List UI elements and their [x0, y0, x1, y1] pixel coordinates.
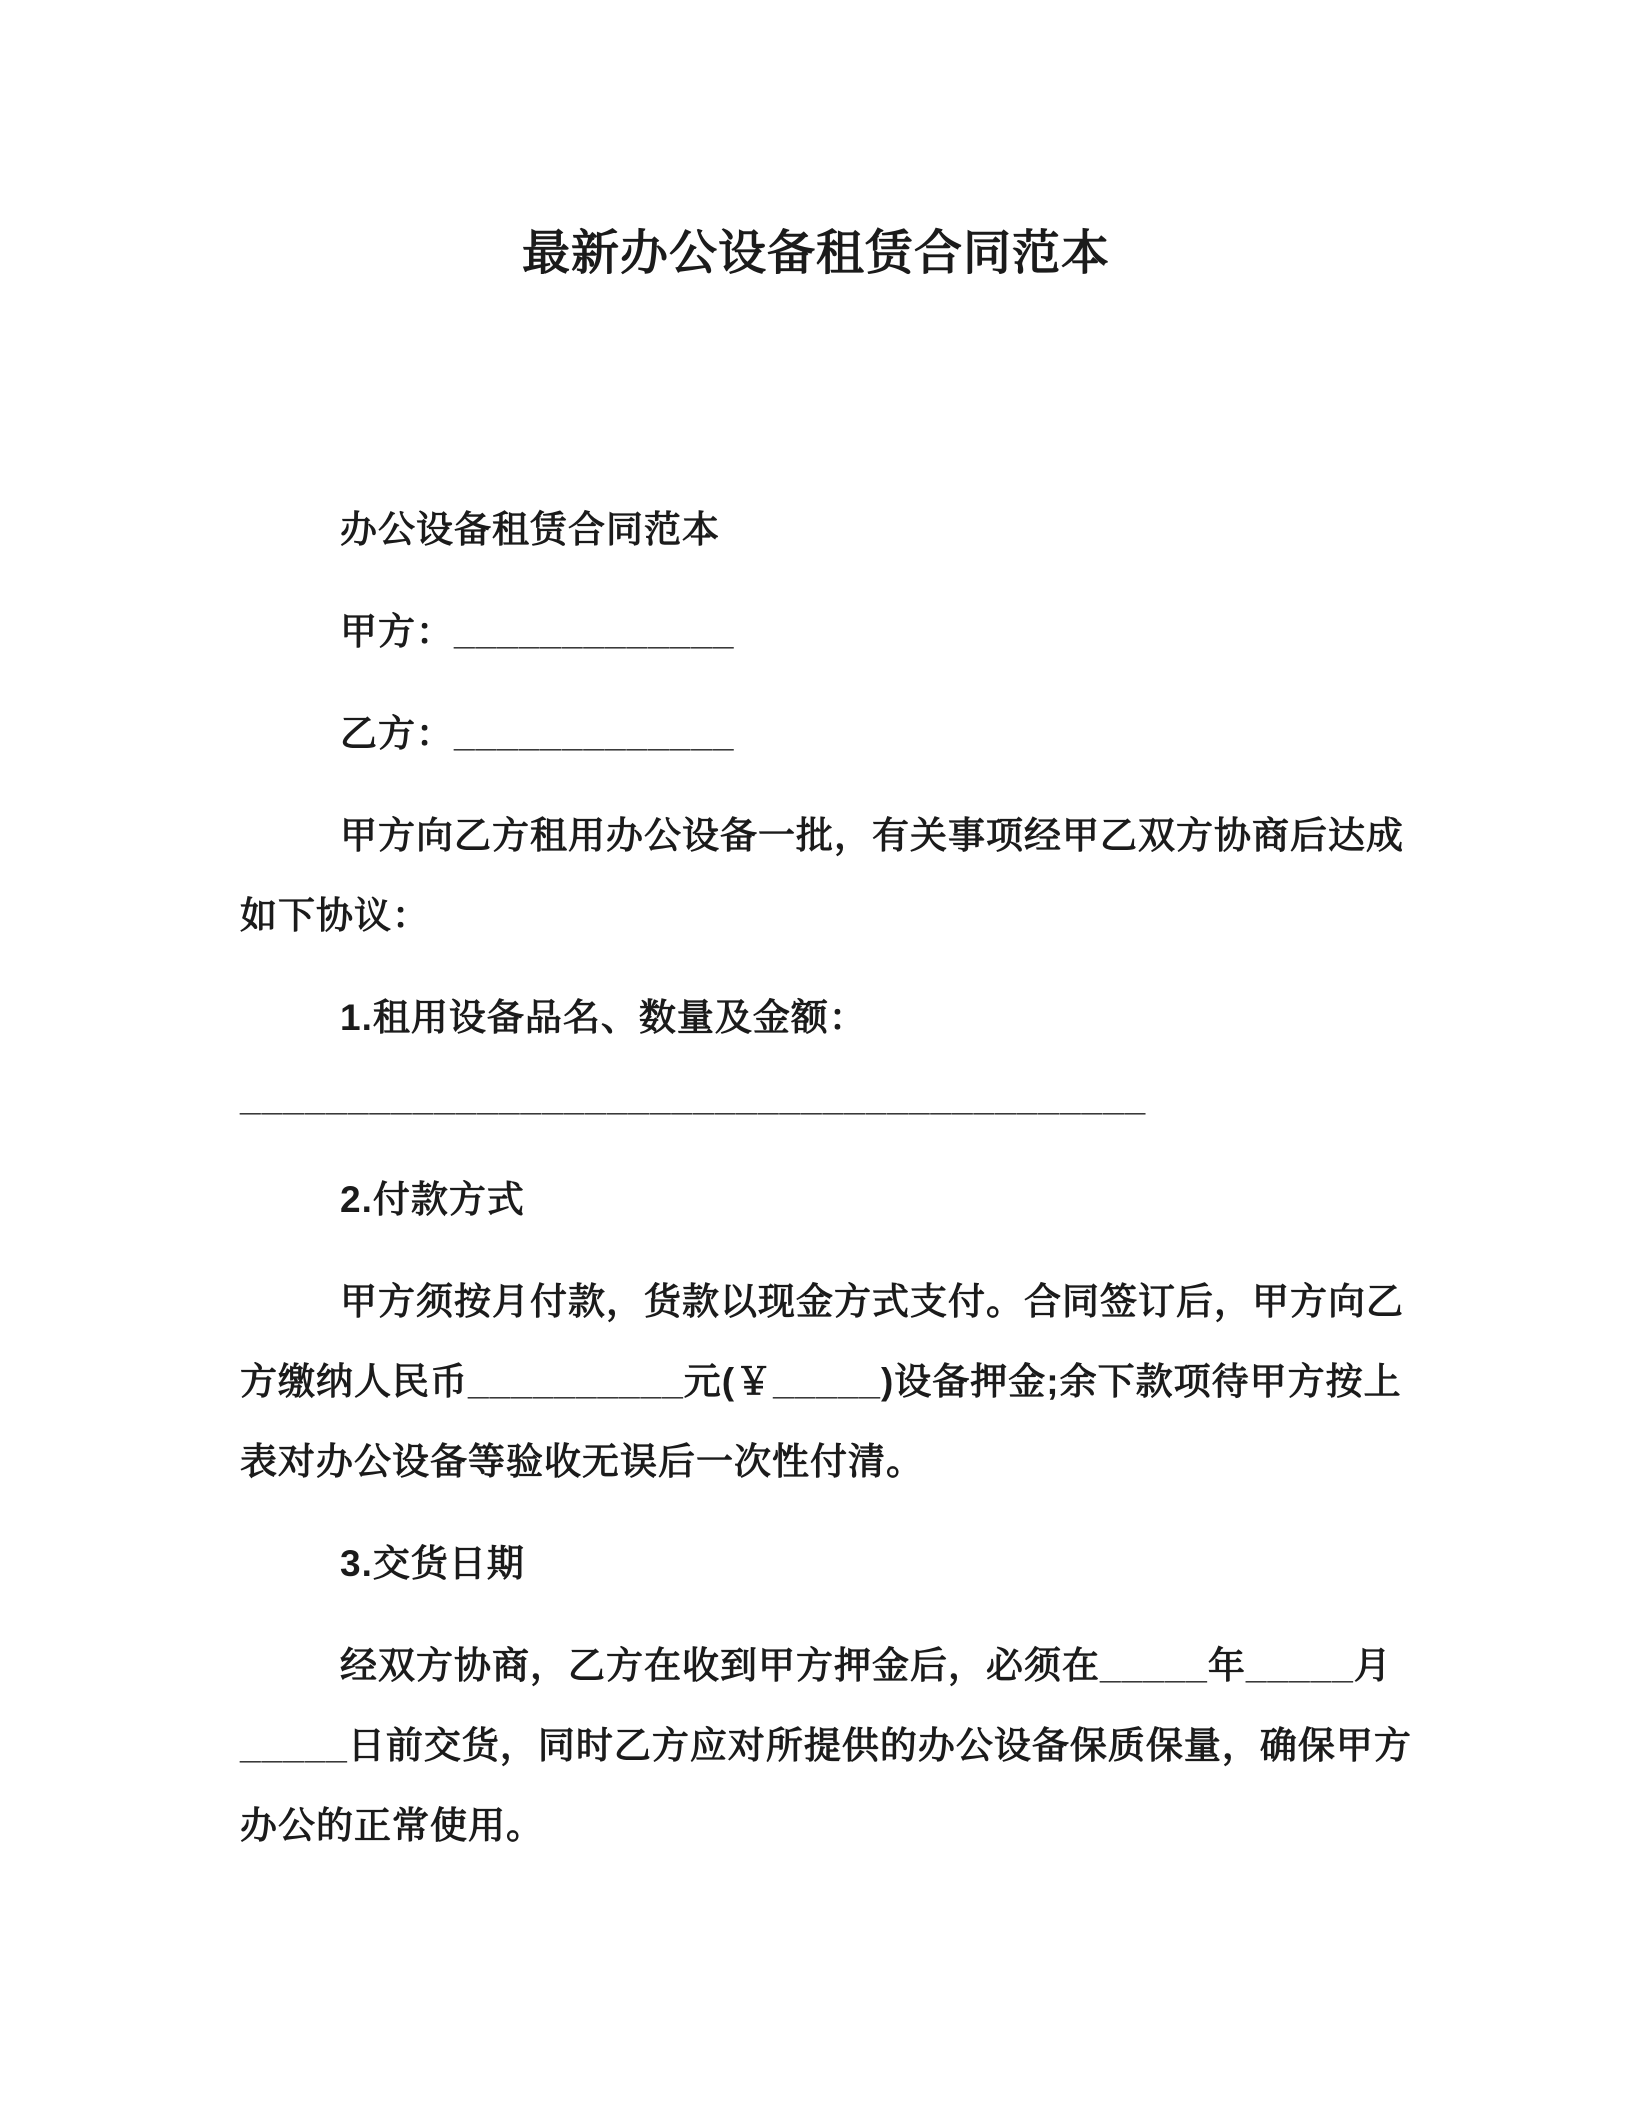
document-line: 方缴纳人民币__________元(￥_____)设备押金;余下款项待甲方按上 [240, 1361, 1402, 1402]
document-line: _____日前交货，同时乙方应对所提供的办公设备保质保量，确保甲方 [240, 1725, 1412, 1766]
document-line: 如下协议： [240, 895, 430, 936]
document-line: 经双方协商，乙方在收到甲方押金后，必须在_____年_____月 [340, 1645, 1392, 1686]
document-title: 最新办公设备租赁合同范本 [521, 227, 1110, 280]
document-line: 2.付款方式 [340, 1179, 525, 1220]
document-line: 1.租用设备品名、数量及金额： [340, 997, 867, 1038]
document-line: 办公的正常使用。 [240, 1805, 544, 1846]
document-line: 乙方：_____________ [340, 713, 735, 754]
document-line: __________________________________________ [240, 1077, 1147, 1118]
document-line: 办公设备租赁合同范本 [340, 509, 720, 550]
document-line: 表对办公设备等验收无误后一次性付清。 [240, 1441, 924, 1482]
document-line: 甲方向乙方租用办公设备一批，有关事项经甲乙双方协商后达成 [340, 815, 1404, 856]
document-line: 3.交货日期 [340, 1543, 525, 1584]
document-line: 甲方：_____________ [340, 611, 735, 652]
document-body [240, 468, 1420, 1866]
document-line: 甲方须按月付款，货款以现金方式支付。合同签订后，甲方向乙 [340, 1281, 1404, 1322]
